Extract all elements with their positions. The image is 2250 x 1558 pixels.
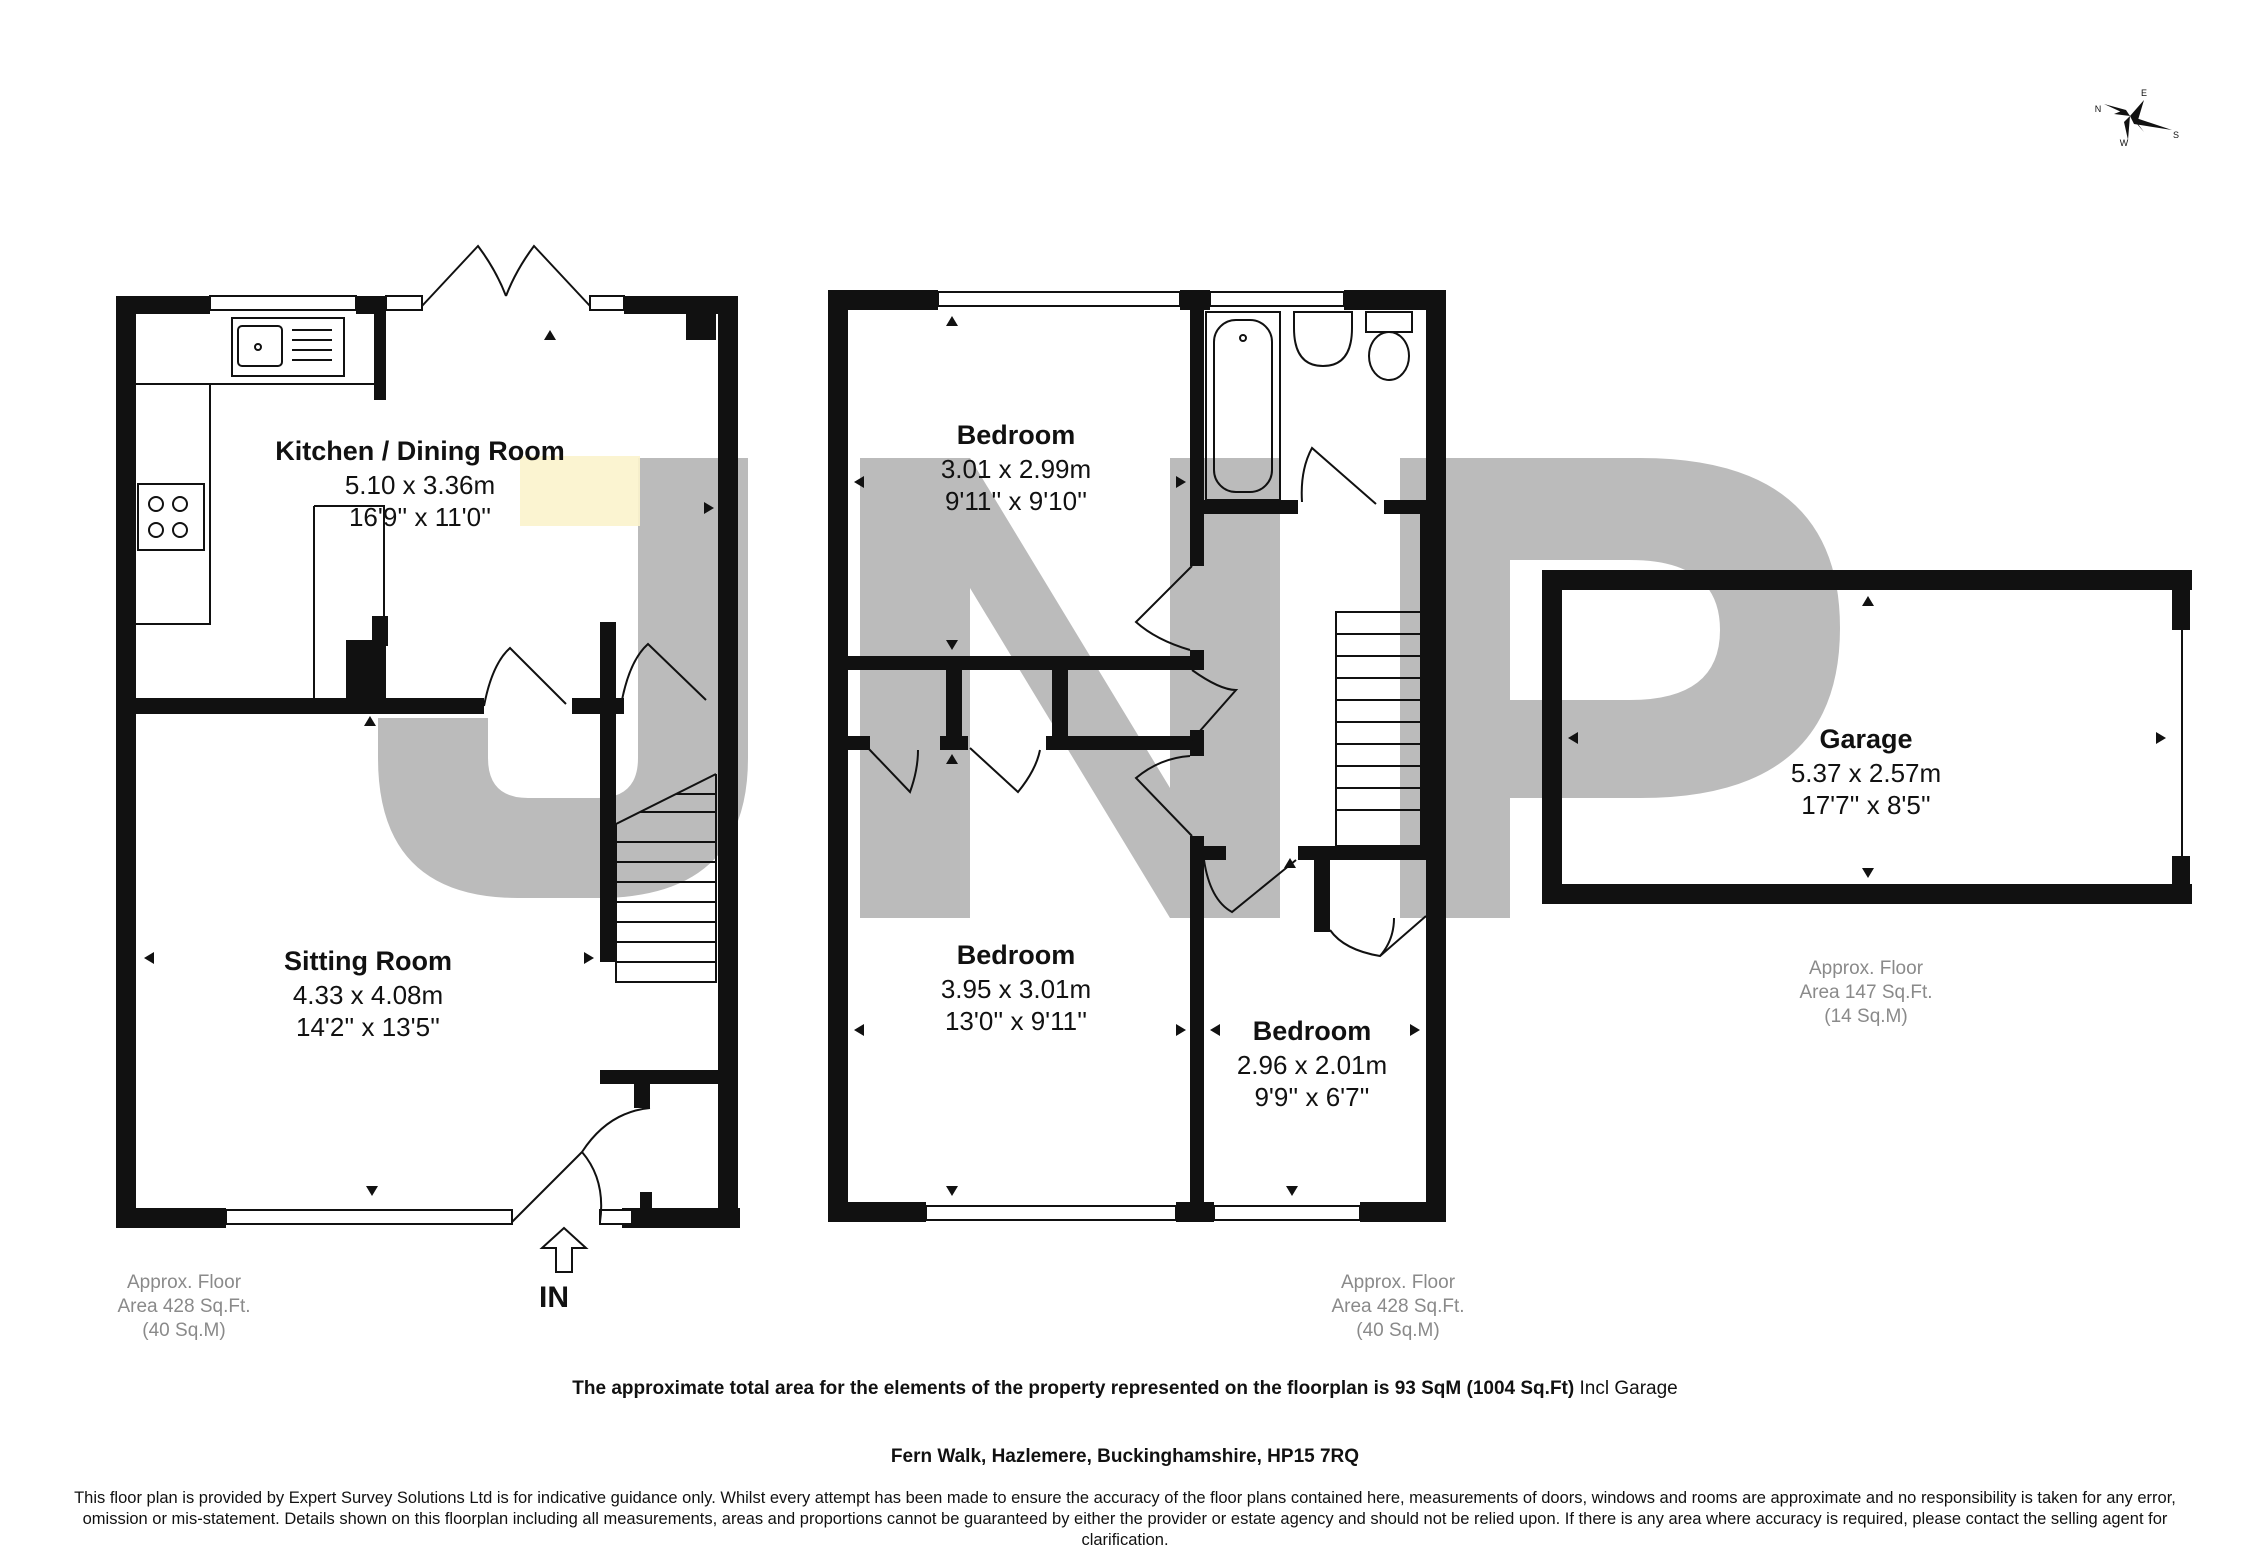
door-swing bbox=[1302, 448, 1376, 504]
room-dimensions-metric: 3.95 x 3.01m bbox=[940, 974, 1092, 1004]
window bbox=[926, 1206, 1176, 1220]
room-dimensions-imperial: 17'7'' x 8'5'' bbox=[1801, 790, 1931, 820]
floor-area-line: Area 428 Sq.Ft. bbox=[1331, 1296, 1465, 1317]
door-swing bbox=[512, 1108, 650, 1222]
door-swing bbox=[1330, 916, 1426, 956]
room-dimensions-imperial: 9'9'' x 6'7'' bbox=[1254, 1082, 1370, 1112]
entrance-arrow-icon bbox=[542, 1228, 586, 1272]
room-name: Garage bbox=[1819, 724, 1913, 754]
watermark-letter-j-highlight bbox=[520, 456, 640, 526]
room-dimensions-metric: 3.01 x 2.99m bbox=[940, 454, 1092, 484]
window bbox=[226, 1210, 512, 1224]
window bbox=[1214, 1206, 1360, 1220]
compass-south: S bbox=[2172, 130, 2180, 140]
window bbox=[1210, 292, 1344, 306]
total-area-suffix: Incl Garage bbox=[1574, 1378, 1678, 1399]
total-area-statement bbox=[0, 1378, 2250, 1400]
window bbox=[590, 296, 624, 310]
room-name: Bedroom bbox=[1252, 1016, 1372, 1046]
watermark-letter-p bbox=[1400, 458, 1840, 918]
room-dimensions-metric: 5.37 x 2.57m bbox=[1790, 758, 1942, 788]
window bbox=[210, 296, 356, 310]
room-dimensions-metric: 4.33 x 4.08m bbox=[292, 980, 444, 1010]
entrance-label: IN bbox=[539, 1281, 569, 1314]
floor-area-line: Approx. Floor bbox=[1340, 1272, 1456, 1293]
disclaimer-text: This floor plan is provided by Expert Survey Solutions Ltd is for indicative guidance only. Whilst every attempt has been made to ensure the accuracy of the floor plans contained here, measurements of doors, windows and rooms are approximate and no responsibility is taken for any error, omission or mis-statement. Details shown on this floorplan including all measurements, areas and proportions cannot be guaranteed by either the provider or estate agency and should not be relied upon. If there is any area where accuracy is required, please contact the selling agent for clarification. bbox=[74, 1489, 2176, 1549]
floor-area-line: Area 428 Sq.Ft. bbox=[117, 1296, 251, 1317]
floor-area-line: (14 Sq.M) bbox=[1824, 1006, 1908, 1027]
compass-icon bbox=[2095, 88, 2179, 148]
room-name: Kitchen / Dining Room bbox=[275, 436, 565, 466]
property-address: Fern Walk, Hazlemere, Buckinghamshire, HP15 7RQ bbox=[890, 1446, 1360, 1467]
window bbox=[938, 292, 1180, 306]
washbasin bbox=[1294, 312, 1352, 366]
room-dimensions-imperial: 9'11'' x 9'10'' bbox=[944, 486, 1088, 516]
floor-area-line: Approx. Floor bbox=[126, 1272, 242, 1293]
floor-area-line: (40 Sq.M) bbox=[142, 1320, 226, 1341]
room-name: Bedroom bbox=[956, 940, 1076, 970]
door-swing bbox=[970, 748, 1040, 792]
door-swing bbox=[484, 648, 566, 706]
compass-west: W bbox=[2119, 138, 2129, 148]
hob bbox=[138, 484, 204, 550]
door-swing bbox=[422, 246, 590, 306]
room-dimensions-imperial: 14'2'' x 13'5'' bbox=[296, 1012, 440, 1042]
compass-east: E bbox=[2140, 88, 2148, 98]
room-dimensions-metric: 2.96 x 2.01m bbox=[1236, 1050, 1388, 1080]
garage-plan bbox=[1542, 570, 2192, 1027]
window bbox=[386, 296, 422, 310]
watermark-logo bbox=[378, 456, 1840, 918]
room-dimensions-imperial: 13'0'' x 9'11'' bbox=[944, 1006, 1088, 1036]
room-dimensions-imperial: 16'9'' x 11'0'' bbox=[348, 502, 492, 532]
floor-area-line: Approx. Floor bbox=[1808, 958, 1924, 979]
window bbox=[600, 1210, 632, 1224]
floor-area-line: Area 147 Sq.Ft. bbox=[1799, 982, 1933, 1003]
room-dimensions-metric: 5.10 x 3.36m bbox=[344, 470, 496, 500]
floor-area-line: (40 Sq.M) bbox=[1356, 1320, 1440, 1341]
compass-north: N bbox=[2094, 104, 2102, 114]
total-area-bold: The approximate total area for the elements of the property represented on the floorplan is 93 SqM (1004 Sq.Ft) bbox=[572, 1378, 1575, 1399]
room-name: Bedroom bbox=[956, 420, 1076, 450]
room-name: Sitting Room bbox=[284, 946, 452, 976]
toilet bbox=[1366, 312, 1412, 332]
